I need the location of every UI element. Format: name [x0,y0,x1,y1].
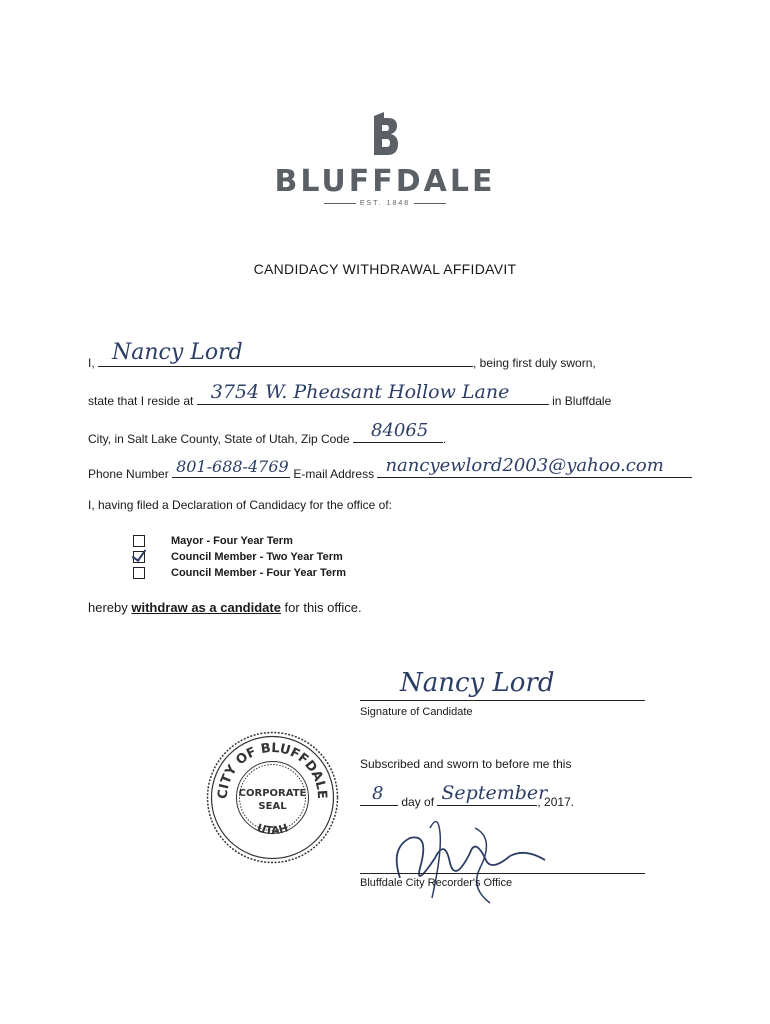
recorder-signature-label: Bluffdale City Recorder's Office [360,877,513,889]
checkbox-council-two-year[interactable] [133,551,145,563]
zip-line: City, in Salt Lake County, State of Utah, Zip Code 84065 . [88,420,447,446]
handwritten-address: 3754 W. Pheasant Hollow Lane [210,381,510,403]
handwritten-day: 8 [372,783,384,804]
city-logo [0,110,770,207]
zip-field [353,420,443,443]
recorder-signature-scribble-icon [360,808,560,908]
candidate-signature-line [360,668,645,701]
svg-text:CITY OF BLUFFDALE: CITY OF BLUFFDALE [215,740,330,800]
handwritten-email: nancyewlord2003@yahoo.com [385,455,664,476]
declaration-text: I, having filed a Declaration of Candidacy for the office of: [88,498,392,512]
logo-established: EST. 1848 [0,200,770,207]
handwritten-month: September [441,782,548,804]
day-field [360,783,398,806]
option-council-two-year: Council Member - Two Year Term [133,549,346,565]
option-council-four-year: Council Member - Four Year Term [133,565,346,581]
sworn-date-line: 8 day of September , 2017. [360,791,574,809]
withdraw-statement: hereby withdraw as a candidate for this office. [88,600,362,615]
checkbox-council-four-year[interactable] [133,567,145,579]
month-field [437,782,548,806]
contact-line: Phone Number 801-688-4769 E-mail Address nancyewlord2003@yahoo.com [88,463,692,481]
corporate-seal-icon [205,730,340,865]
svg-text:UTAH: UTAH [255,821,290,838]
logo-name: BLUFFDALE [274,164,496,199]
option-mayor: Mayor - Four Year Term [133,533,346,549]
phone-field [172,457,290,478]
withdraw-emphasis: withdraw as a candidate [131,600,281,615]
email-field [377,455,692,478]
name-line: I, Nancy Lord , being first duly sworn, [88,340,596,370]
bluffdale-b-logo-icon [370,110,400,158]
svg-text:CORPORATE: CORPORATE [238,788,307,799]
handwritten-candidate-signature: Nancy Lord [400,668,555,698]
recorder-signature-line [360,873,645,874]
handwritten-phone: 801-688-4769 [176,457,289,476]
address-line: state that I reside at 3754 W. Pheasant Hollow Lane in Bluffdale [88,381,612,408]
document-title: CANDIDACY WITHDRAWAL AFFIDAVIT [253,261,517,277]
candidate-signature-label: Signature of Candidate [360,706,473,718]
handwritten-zip: 84065 [371,420,429,441]
sworn-text: Subscribed and sworn to before me this [360,757,572,771]
svg-text:SEAL: SEAL [258,801,287,812]
office-options [133,533,346,581]
handwritten-name: Nancy Lord [112,340,243,365]
